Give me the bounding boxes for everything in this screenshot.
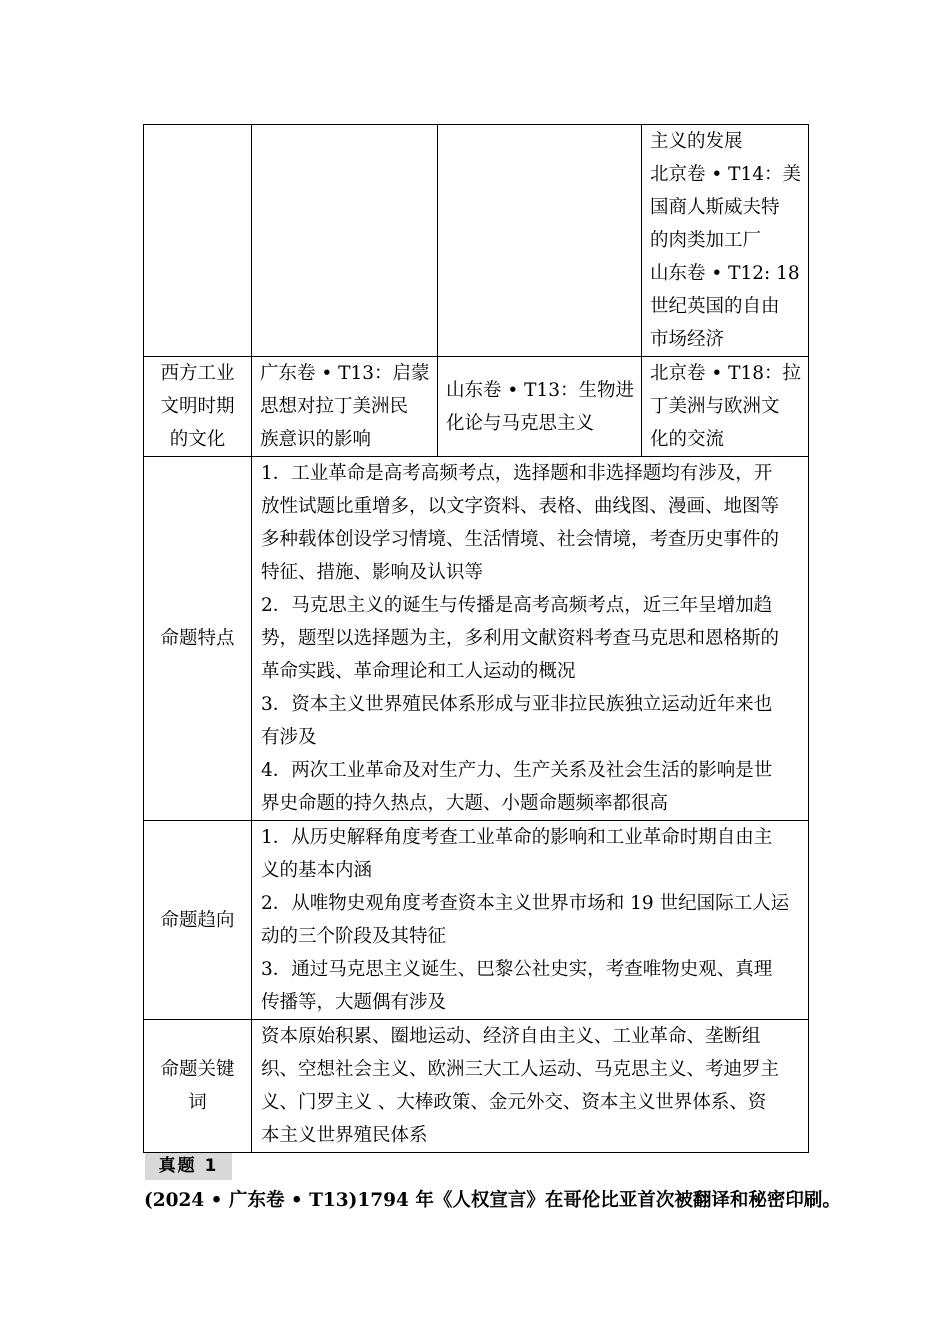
text-line: 化的交流 — [650, 429, 725, 450]
text-line: 义、门罗主义 、大棒政策、金元外交、资本主义世界体系、资 — [261, 1092, 767, 1113]
table-row-trends — [144, 821, 809, 1020]
text-line: 义的基本内涵 — [261, 860, 373, 881]
section-badge: 真题 1 — [145, 1153, 232, 1180]
table-row-culture — [144, 357, 809, 457]
text-line: 多种载体创设学习情境、生活情境、社会情境，考查历史事件的 — [261, 529, 780, 550]
label-line: 的文化 — [169, 429, 226, 450]
label-line: 命题特点 — [160, 628, 235, 649]
cell-empty-col3 — [438, 125, 642, 357]
text-line: 3．资本主义世界殖民体系形成与亚非拉民族独立运动近年来也 — [261, 694, 773, 715]
text-line: 山东卷 • T12: 18 — [650, 263, 800, 284]
text-line: 动的三个阶段及其特征 — [261, 926, 447, 947]
exam-analysis-table — [143, 124, 809, 1153]
question-intro: (2024 • 广东卷 • T13)1794 年《人权宣言》在哥伦比亚首次被翻译和秘密印刷。 — [144, 1190, 841, 1211]
text-line: 北京卷 • T18：拉 — [650, 363, 802, 384]
text-line: 有涉及 — [261, 727, 317, 748]
row-label-features — [144, 457, 252, 821]
text-line: 1．工业革命是高考高频考点，选择题和非选择题均有涉及，开 — [261, 463, 773, 484]
table-row-keywords — [144, 1020, 809, 1153]
text-line: 3．通过马克思主义诞生、巴黎公社史实，考查唯物史观、真理 — [261, 959, 773, 980]
text-line: 世纪英国的自由 — [650, 296, 780, 317]
text-line: 传播等，大题偶有涉及 — [261, 992, 447, 1013]
cell-features — [252, 457, 809, 821]
text-line: 势，题型以选择题为主，多利用文献资料考查马克思和恩格斯的 — [261, 628, 780, 649]
text-line: 革命实践、革命理论和工人运动的概况 — [261, 661, 576, 682]
cell-culture-col3 — [438, 357, 642, 457]
text-line: 本主义世界殖民体系 — [261, 1125, 428, 1146]
text-line: 族意识的影响 — [260, 429, 372, 450]
text-line: 放性试题比重增多，以文字资料、表格、曲线图、漫画、地图等 — [261, 496, 780, 517]
cell-culture-col2 — [252, 357, 438, 457]
text-line: 资本原始积累、圈地运动、经济自由主义、工业革命、垄断组 — [261, 1026, 761, 1047]
row-label-culture — [144, 357, 252, 457]
label-line: 词 — [188, 1092, 207, 1113]
cell-empty-label — [144, 125, 252, 357]
text-line: 广东卷 • T13：启蒙 — [260, 363, 430, 384]
table-row-industry — [144, 125, 809, 357]
text-line: 的肉类加工厂 — [650, 230, 762, 251]
table-row-features — [144, 457, 809, 821]
cell-industry-col4 — [642, 125, 809, 357]
text-line: 特征、措施、影响及认识等 — [261, 562, 484, 583]
text-line: 织、空想社会主义、欧洲三大工人运动、马克思主义、考迪罗主 — [261, 1059, 780, 1080]
text-line: 界史命题的持久热点，大题、小题命题频率都很高 — [261, 793, 669, 814]
label-line: 文明时期 — [160, 396, 235, 417]
text-line: 思想对拉丁美洲民 — [260, 396, 409, 417]
cell-empty-col2 — [252, 125, 438, 357]
label-line: 命题趋向 — [160, 909, 235, 931]
text-line: 山东卷 • T13：生物进 — [446, 379, 635, 401]
label-line: 西方工业 — [160, 363, 235, 384]
text-line: 国商人斯威夫特 — [650, 197, 780, 218]
row-label-keywords — [144, 1020, 252, 1153]
text-line: 北京卷 • T14：美 — [650, 164, 802, 185]
cell-culture-col4 — [642, 357, 809, 457]
text-line: 市场经济 — [650, 329, 725, 350]
cell-keywords — [252, 1020, 809, 1153]
text-line: 2．马克思主义的诞生与传播是高考高频考点，近三年呈增加趋 — [261, 595, 773, 616]
row-label-trends — [144, 821, 252, 1020]
label-line: 命题关键 — [160, 1059, 235, 1080]
cell-trends — [252, 821, 809, 1020]
text-line: 2．从唯物史观角度考查资本主义世界市场和 19 世纪国际工人运 — [261, 893, 790, 914]
text-line: 主义的发展 — [650, 131, 743, 152]
text-line: 丁美洲与欧洲文 — [650, 396, 780, 417]
text-line: 化论与马克思主义 — [446, 412, 595, 434]
text-line: 4．两次工业革命及对生产力、生产关系及社会生活的影响是世 — [261, 760, 773, 781]
text-line: 1．从历史解释角度考查工业革命的影响和工业革命时期自由主 — [261, 827, 773, 848]
